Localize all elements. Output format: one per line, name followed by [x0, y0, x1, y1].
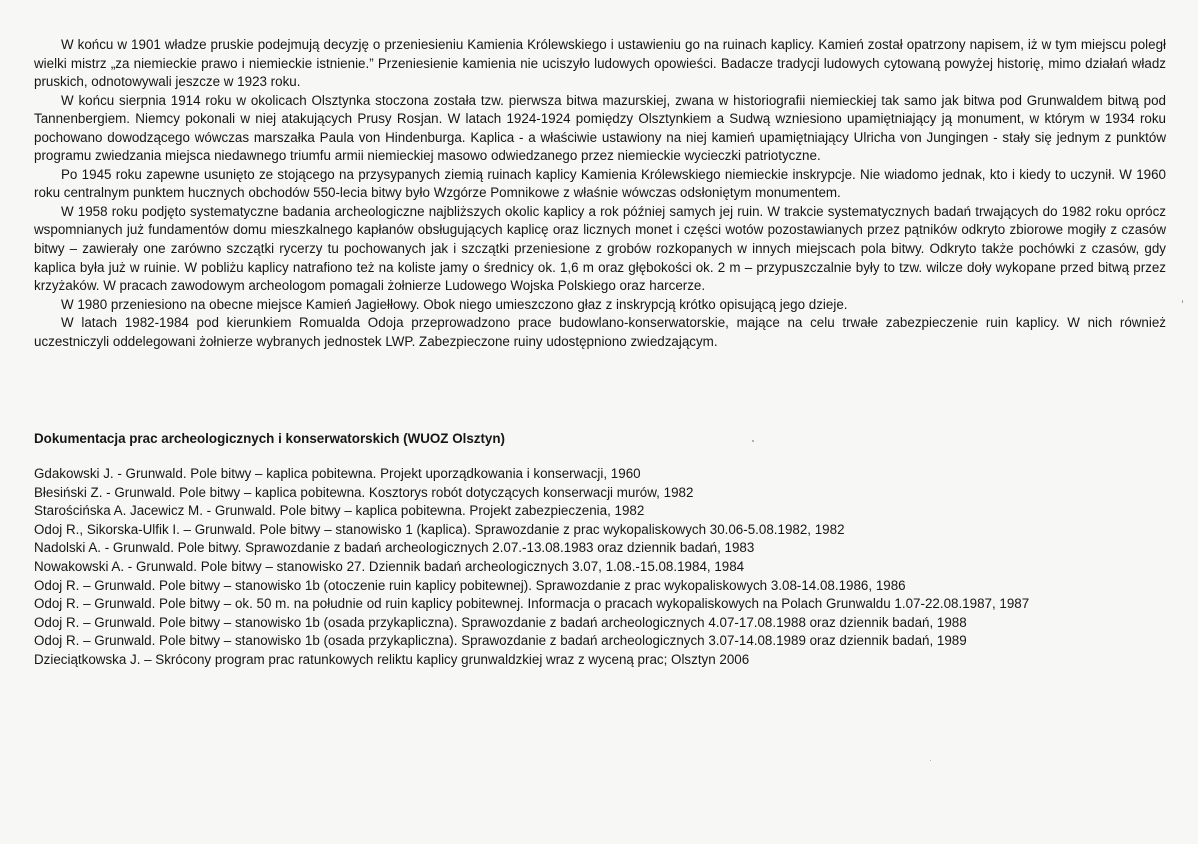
documentation-item: Starościńska A. Jacewicz M. - Grunwald. Pole bitwy – kaplica pobitewna. Projekt zabezpieczenia, 1982	[34, 503, 645, 519]
scan-speck	[752, 440, 754, 442]
section-heading: Dokumentacja prac archeologicznych i konserwatorskich (WUOZ Olsztyn)	[34, 431, 506, 446]
paragraph-1901-royal-stone: W końcu w 1901 władze pruskie podejmują decyzję o przeniesieniu Kamienia Królewskiego i ustawieniu go na ruinach kaplicy. Kamień został opatrzony napisem, iż w tym miejscu poległ wielki mistrz „za niemieckie prawo i niemieckie istnienie.” Przeniesienie kamienia nie uciszyło ludowych opowieści. Badacze tradycji ludowych cytowaną powyżej historię, mimo działań władz pruskich, odnotowywali jeszcze w 1923 roku.	[34, 37, 1166, 90]
documentation-item: Błesiński Z. - Grunwald. Pole bitwy – kaplica pobitewna. Kosztorys robót dotyczących konserwacji murów, 1982	[34, 484, 694, 500]
paragraph-1914-battle: W końcu sierpnia 1914 roku w okolicach Olsztynka stoczona została tzw. pierwsza bitwa mazurskiej, zwana w historiografii niemieckiej tak samo jak bitwa pod Grunwaldem bitwą pod Tannenbergiem. Niemcy pokonali w niej atakujących Prusy Rosjan. W latach 1924-1924 pomiędzy Olsztynkiem a Sudwą wzniesiono upamiętniający ją monument, w którym w 1934 roku pochowano dowodzącego wówczas marszałka Paula von Hindenburga. Kaplica - a właściwie ustawiony na niej kamień upamiętniający Ulricha von Jungingen - stały się jednym z punktów programu zwiedzania miejsca niedawnego triumfu armii niemieckiej masowo odwiedzanego przez niemieckie wycieczki patriotyczne.	[34, 92, 1166, 164]
documentation-item: Odoj R. – Grunwald. Pole bitwy – stanowisko 1b (otoczenie ruin kaplicy pobitewnej). Sprawozdanie z prac wykopaliskowych 3.08-14.08.1986, 1986	[34, 577, 906, 593]
documentation-item: Odoj R. – Grunwald. Pole bitwy – stanowisko 1b (osada przykapliczna). Sprawozdanie z badań archeologicznych 3.07-14.08.1989 oraz dziennik badań, 1989	[34, 633, 967, 649]
paragraph-1958-excavations: W 1958 roku podjęto systematyczne badania archeologiczne najbliższych okolic kaplicy a rok później samych jej ruin. W trakcie systematycznych badań trwających do 1982 roku oprócz wspomnianych już fundamentów domu mieszkalnego kapłanów obsługujących kaplicę oraz licznych monet i części wotów pozostawianych przez pątników odkryto zbiorowe mogiły z czasów bitwy – zawierały one zarówno szczątki rycerzy tu pochowanych jak i szczątki przeniesione z grobów rozkopanych w innych miejscach pola bitwy. Odkryto także pochówki z czasów, gdy kaplica była już w ruinie. W pobliżu kaplicy natrafiono też na koliste jamy o średnicy ok. 1,6 m oraz głębokości ok. 2 m – przypuszczalnie były to tzw. wilcze doły wykopane przed bitwą przez krzyżaków. W pracach zawodowym archeologom pomagali żołnierze Ludowego Wojska Polskiego oraz harcerze.	[34, 203, 1166, 294]
documentation-item: Odoj R. – Grunwald. Pole bitwy – stanowisko 1b (osada przykapliczna). Sprawozdanie z badań archeologicznych 4.07-17.08.1988 oraz dziennik badań, 1988	[34, 614, 967, 630]
documentation-item: Nowakowski A. - Grunwald. Pole bitwy – stanowisko 27. Dziennik badań archeologicznych 3.07, 1.08.-15.08.1984, 1984	[34, 558, 745, 574]
paragraph-1982-conservation: W latach 1982-1984 pod kierunkiem Romualda Odoja przeprowadzono prace budowlano-konserwatorskie, mające na celu trwałe zabezpieczenie ruin kaplicy. W nich również uczestniczyli oddelegowani żołnierze wybranych jednostek LWP. Zabezpieczone ruiny udostępniono zwiedzającym.	[34, 315, 1166, 349]
body-text	[34, 36, 1166, 351]
scan-speck	[1182, 300, 1183, 303]
documentation-list	[34, 465, 1166, 670]
documentation-item: Dzieciątkowska J. – Skrócony program prac ratunkowych reliktu kaplicy grunwaldzkiej wraz z wyceną prac; Olsztyn 2006	[34, 651, 750, 667]
documentation-item: Odoj R. – Grunwald. Pole bitwy – ok. 50 m. na południe od ruin kaplicy pobitewnej. Informacja o pracach wykopaliskowych na Polach Grunwaldu 1.07-22.08.1987, 1987	[34, 596, 1030, 612]
scan-speck	[930, 760, 931, 761]
paragraph-after-1945: Po 1945 roku zapewne usunięto ze stojącego na przysypanych ziemią ruinach kaplicy Kamienia Królewskiego niemieckie inskrypcje. Nie wiadomo jednak, kto i kiedy to uczynił. W 1960 roku centralnym punktem hucznych obchodów 550-lecia bitwy było Wzgórze Pomnikowe z właśnie wówczas odsłoniętym monumentem.	[34, 166, 1166, 201]
documentation-item: Gdakowski J. - Grunwald. Pole bitwy – kaplica pobitewna. Projekt uporządkowania i konserwacji, 1960	[34, 466, 641, 481]
documentation-item: Nadolski A. - Grunwald. Pole bitwy. Sprawozdanie z badań archeologicznych 2.07.-13.08.1983 oraz dziennik badań, 1983	[34, 540, 755, 556]
documentation-item: Odoj R., Sikorska-Ulfik I. – Grunwald. Pole bitwy – stanowisko 1 (kaplica). Sprawozdanie z prac wykopaliskowych 30.06-5.08.1982, 1982	[34, 521, 845, 537]
paragraph-1980-jagiello-stone: W 1980 przeniesiono na obecne miejsce Kamień Jagiełłowy. Obok niego umieszczono głaz z inskrypcją krótko opisującą jego dzieje.	[61, 296, 848, 312]
